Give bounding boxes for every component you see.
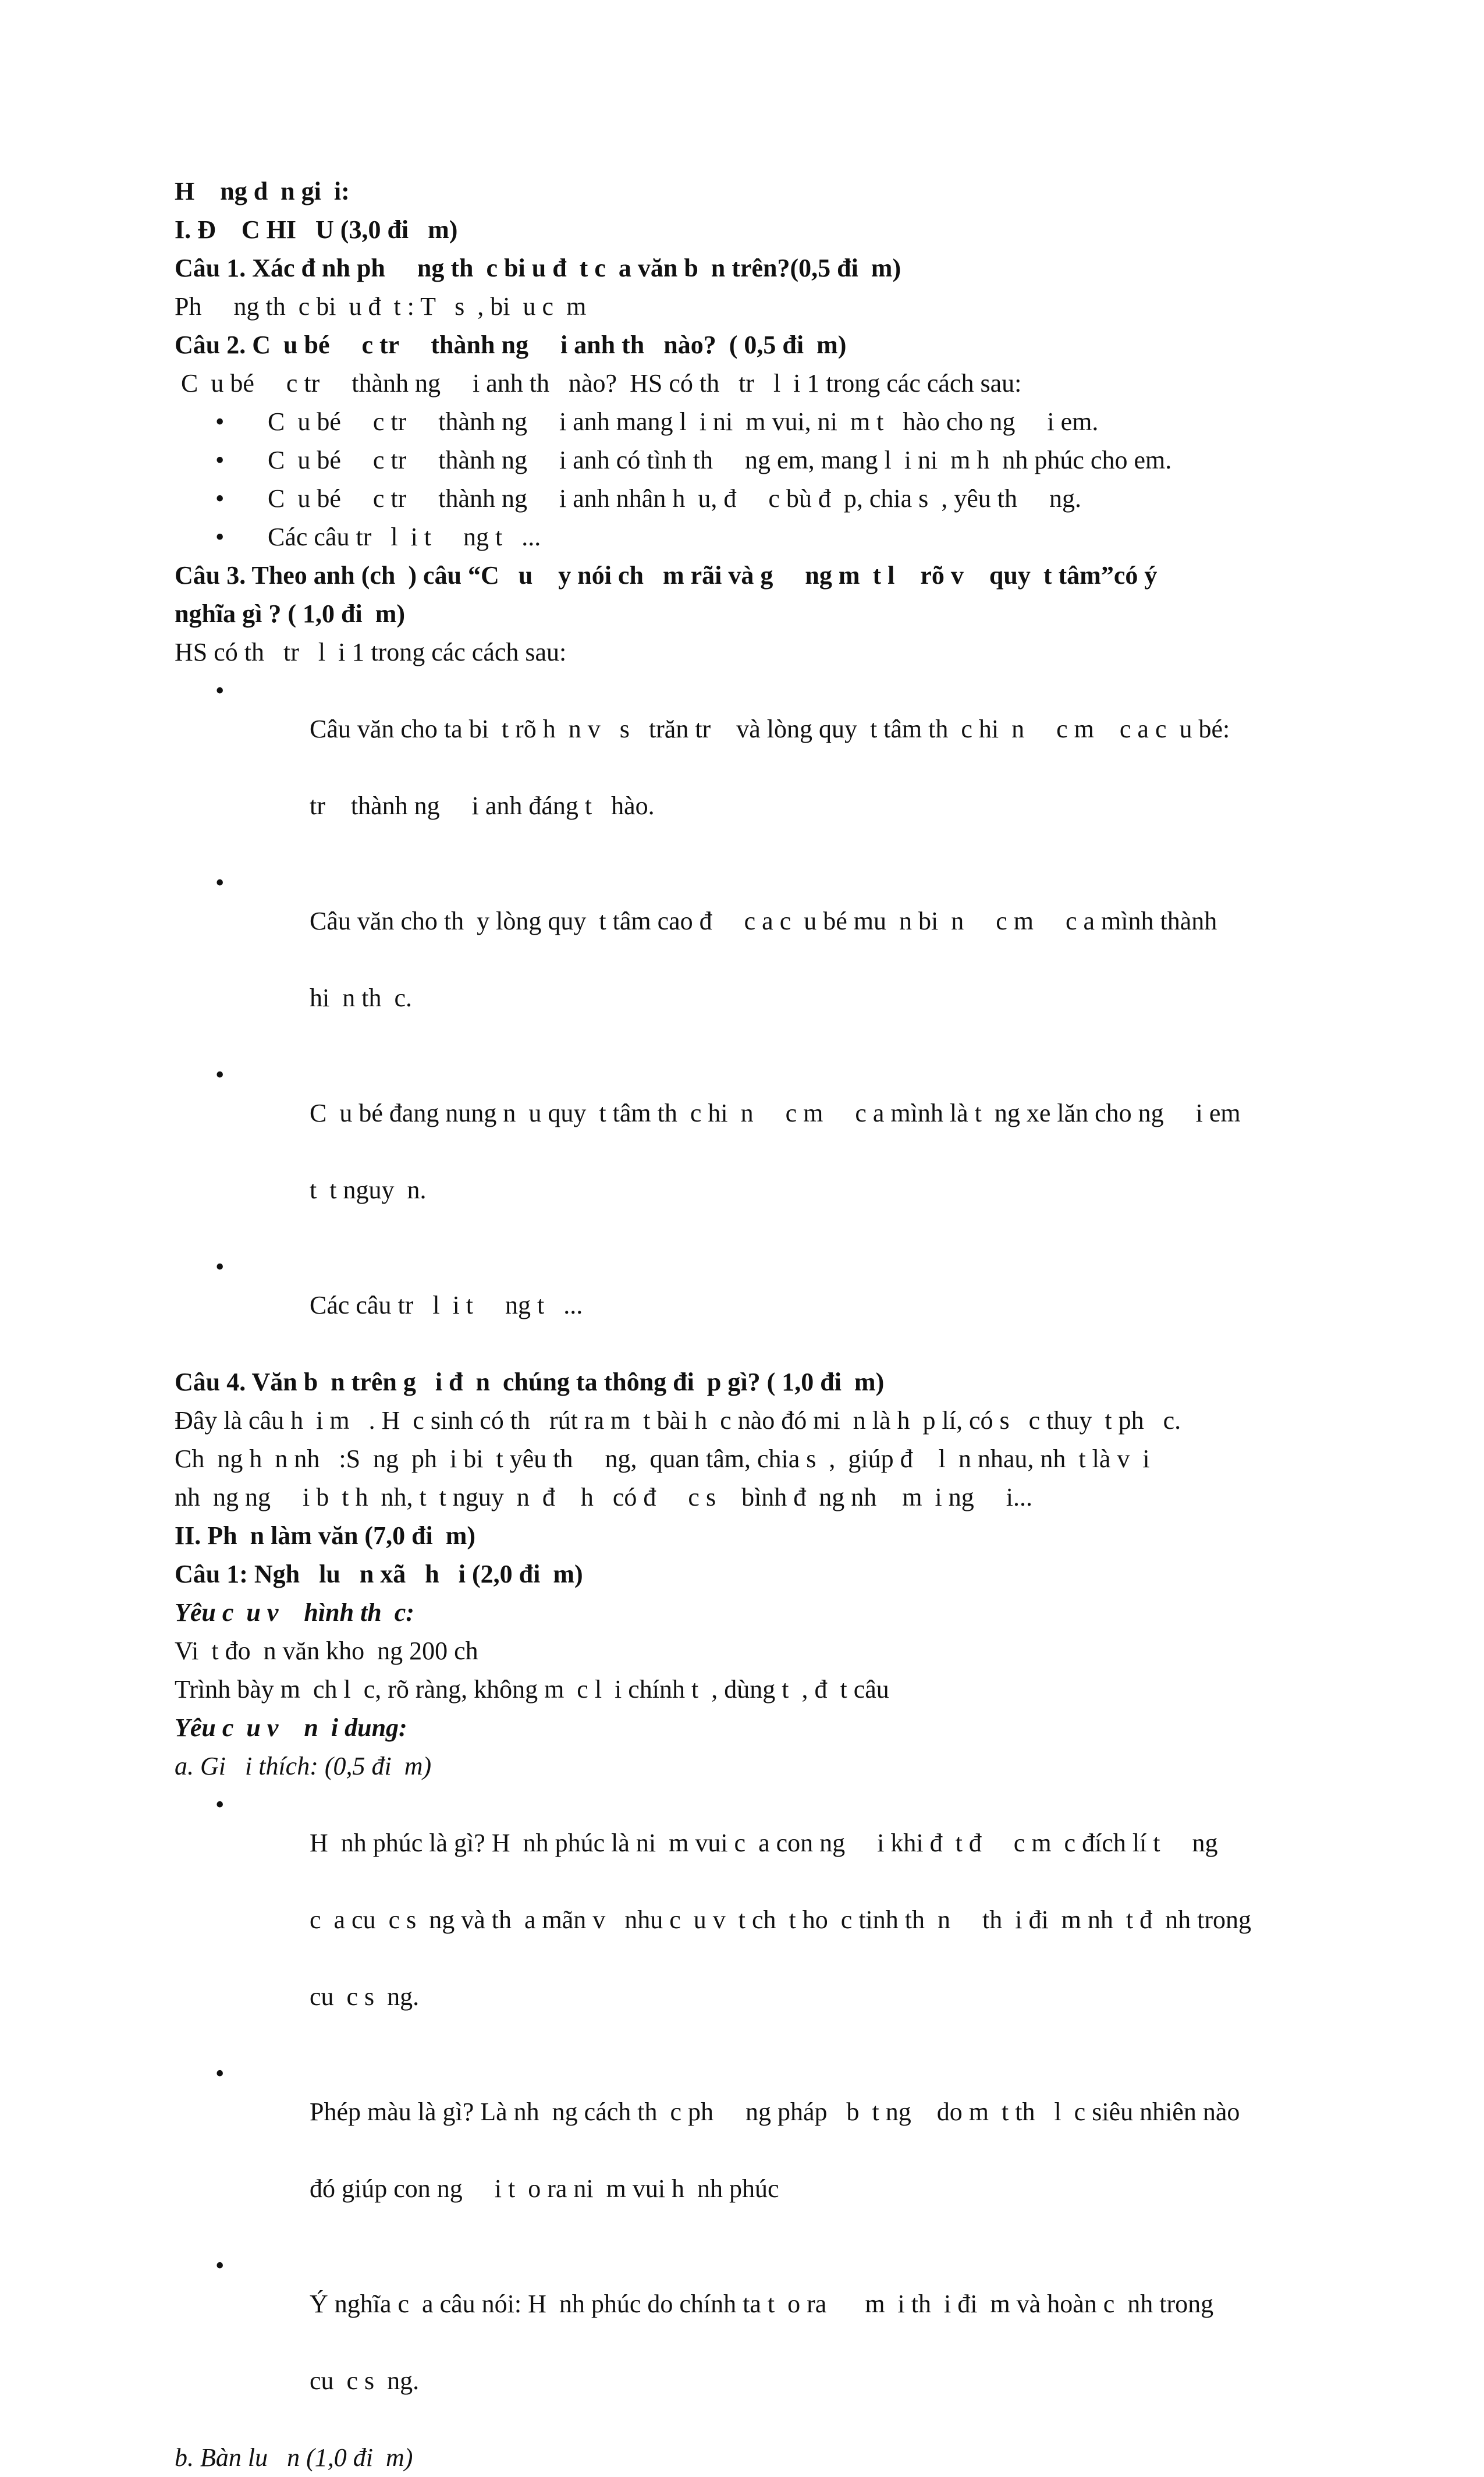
q1-heading: Câu 1. Xác đ nh ph ng th c bi u đ t c a văn b n trên?(0,5 đi m) (175, 254, 901, 282)
list-item: • C u bé c tr thành ng i anh mang l i ni m vui, ni m t hào cho ng i em. (175, 403, 1315, 441)
q4-line: Đây là câu h i m . H c sinh có th rút ra m t bài h c nào đó mi n là h p lí, có s c thuy t ph c. (175, 1406, 1181, 1435)
discussion-heading: b. Bàn lu n (1,0 đi m) (175, 2443, 413, 2472)
form-requirement-line: Vi t đo n văn kho ng 200 ch (175, 1637, 491, 1665)
section2-heading: II. Ph n làm văn (7,0 đi m) (175, 1521, 476, 1550)
form-requirements-heading: Yêu c u v hình th c: (175, 1598, 414, 1627)
list-item (175, 2054, 1315, 2247)
q3-heading-line2: nghĩa gì ? ( 1,0 đi m) (175, 599, 406, 628)
list-item-line: H nh phúc là gì? H nh phúc là ni m vui c a con ng i khi đ t đ c m c đích lí t ng (310, 1829, 1218, 1857)
q3-heading-line1: Câu 3. Theo anh (ch ) câu “C u y nói ch m rãi và g ng m t l rõ v quy t tâm”có ý (175, 561, 1158, 590)
list-item-line: hi n th c. (310, 984, 412, 1012)
q4-heading: Câu 4. Văn b n trên g i đ n chúng ta thông đi p gì? ( 1,0 đi m) (175, 1368, 885, 1396)
list-item: • C u bé c tr thành ng i anh có tình th ng em, mang l i ni m h nh phúc cho em. (175, 441, 1315, 480)
list-item-line: Ý nghĩa c a câu nói: H nh phúc do chính ta t o ra m i th i đi m và hoàn c nh trong (310, 2290, 1214, 2318)
list-item-line: Câu văn cho ta bi t rõ h n v s trăn tr và lòng quy t tâm th c hi n c m c a c u bé: (310, 715, 1230, 743)
list-item-line: tr thành ng i anh đáng t hào. (310, 792, 655, 820)
list-item (175, 1248, 1315, 1363)
list-item: • Các câu tr l i t ng t ... (175, 518, 1315, 556)
q2-intro: C u bé c tr thành ng i anh th nào? HS có th tr l i 1 trong các cách sau: (175, 369, 1022, 398)
list-item-line: Các câu tr l i t ng t ... (310, 1291, 583, 1319)
list-item (175, 2247, 1315, 2439)
list-item-line: t t nguy n. (310, 1176, 427, 1204)
list-item-line: c a cu c s ng và th a mãn v nhu c u v t ch t ho c tinh th n th i đi m nh t đ nh trong (310, 1905, 1251, 1934)
list-item (175, 1056, 1315, 1248)
explain-list (175, 1786, 1315, 2439)
explain-heading: a. Gi i thích: (0,5 đi m) (175, 1752, 432, 1780)
list-item (175, 1786, 1315, 2054)
content-requirements-heading: Yêu c u v n i dung: (175, 1713, 407, 1742)
document-body (175, 172, 1315, 2477)
list-item: • C u bé c tr thành ng i anh nhân h u, đ c bù đ p, chia s , yêu th ng. (175, 480, 1315, 518)
q2-heading: Câu 2. C u bé c tr thành ng i anh th nào? ( 0,5 đi m) (175, 331, 847, 359)
part2-q1-heading: Câu 1: Ngh lu n xã h i (2,0 đi m) (175, 1560, 583, 1588)
doc-title: H ng d n gi i: (175, 177, 350, 205)
list-item (175, 864, 1315, 1056)
q3-answer-list (175, 672, 1315, 1363)
list-item-line: Câu văn cho th y lòng quy t tâm cao đ c a c u bé mu n bi n c m c a mình thành (310, 907, 1217, 935)
list-item-line: C u bé đang nung n u quy t tâm th c hi n c m c a mình là t ng xe lăn cho ng i em (310, 1099, 1241, 1127)
list-item-line: đó giúp con ng i t o ra ni m vui h nh phúc (310, 2174, 779, 2203)
list-item-line: Phép màu là gì? Là nh ng cách th c ph ng pháp b t ng do m t th l c siêu nhiên nào (310, 2098, 1240, 2126)
q4-line: nh ng ng i b t h nh, t t nguy n đ h có đ c s bình đ ng nh m i ng i... (175, 1483, 1032, 1511)
q3-intro: HS có th tr l i 1 trong các cách sau: (175, 638, 567, 666)
q1-answer: Ph ng th c bi u đ t : T s , bi u c m (175, 292, 587, 321)
q4-line: Ch ng h n nh :S ng ph i bi t yêu th ng, quan tâm, chia s , giúp đ l n nhau, nh t là v i (175, 1445, 1150, 1473)
list-item (175, 672, 1315, 864)
list-item-line: cu c s ng. (310, 1982, 420, 2011)
section1-heading: I. Đ C HI U (3,0 đi m) (175, 215, 458, 244)
list-item-line: cu c s ng. (310, 2366, 420, 2395)
q2-answer-list (175, 403, 1315, 556)
form-requirement-line: Trình bày m ch l c, rõ ràng, không m c l i chính t , dùng t , đ t câu (175, 1675, 889, 1704)
